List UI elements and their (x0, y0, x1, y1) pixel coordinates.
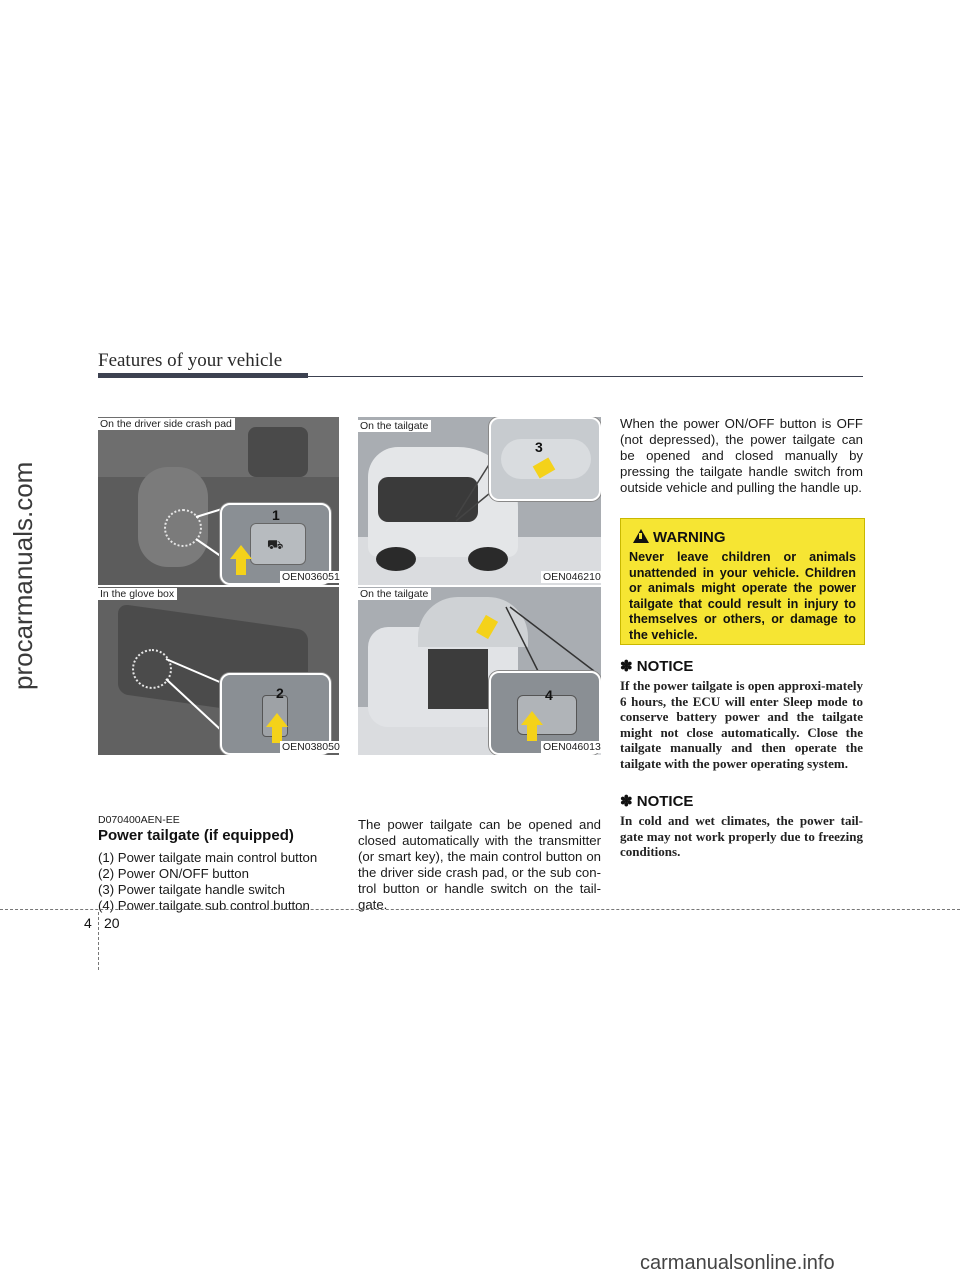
callout-number: 3 (535, 439, 543, 455)
arrow-up-icon (230, 545, 252, 559)
list-item: (3) Power tailgate handle switch (98, 882, 285, 897)
figure-code: OEN036051 (282, 571, 340, 583)
page-number: 20 (104, 915, 120, 931)
section-code: D070400AEN-EE (98, 814, 180, 826)
footer-crop-mark (98, 912, 99, 970)
bottom-watermark: carmanualsonline.info (640, 1252, 835, 1274)
figure-label: In the glove box (97, 588, 177, 600)
tailgate-icon: ⛟ (267, 537, 284, 552)
description-paragraph: The power tailgate can be opened and closed automatically with the transmitter (or smart key), the main control button on the driver side crash pad, or the sub con-trol button or handle switch on the tail-gate. (358, 817, 601, 912)
figure-code: OEN046210 (543, 571, 601, 583)
list-item: (1) Power tailgate main control button (98, 850, 318, 865)
parts-list (98, 850, 343, 914)
list-item: (4) Power tailgate sub control button (98, 898, 310, 913)
callout-number: 2 (276, 685, 284, 701)
figure-code: OEN038050 (282, 741, 340, 753)
figure-tailgate-sub-control (358, 587, 601, 755)
figure-label: On the driver side crash pad (97, 418, 235, 430)
side-watermark: procarmanuals.com (8, 461, 38, 690)
notice-body: In cold and wet climates, the power tail-gate may not work properly due to freezing conditions. (620, 813, 863, 860)
header-rule (308, 376, 863, 377)
figure-label: On the tailgate (357, 588, 431, 600)
notice-block-2 (620, 792, 863, 860)
notice-title: ✽ NOTICE (620, 658, 694, 675)
manual-operation-paragraph: When the power ON/OFF button is OFF (not depressed), the power tailgate can be opened and closed manually by pressing the tailgate handle switch from outside vehicle and pulling the handle up. (620, 416, 863, 495)
section-title: Power tailgate (if equipped) (98, 827, 294, 844)
arrow-up-icon (266, 713, 288, 727)
page-header-title: Features of your vehicle (98, 350, 283, 371)
figure-crash-pad (98, 417, 339, 585)
notice-body: If the power tailgate is open approxi-mately 6 hours, the ECU will enter Sleep mode to conserve battery power and the tailgate might not close automatically. Close the tailgate manually and then operate the tailgate with the power operating system. (620, 678, 863, 771)
arrow-up-icon (521, 711, 543, 725)
figure-tailgate-handle (358, 417, 601, 585)
inset-handle-switch (489, 417, 601, 501)
warning-box (620, 518, 865, 645)
figure-label: On the tailgate (357, 420, 431, 432)
notice-title: ✽ NOTICE (620, 793, 694, 810)
footer-dashed-rule (0, 909, 960, 910)
warning-body: Never leave children or animals unattended in your vehicle. Children or animals might operate the power tailgate that could result in injury to themselves or others, or damage to the vehicle. (629, 550, 856, 642)
callout-number: 4 (545, 687, 553, 703)
list-item: (2) Power ON/OFF button (98, 866, 249, 881)
callout-number: 1 (272, 507, 280, 523)
header-bar (98, 373, 308, 378)
warning-title: WARNING (653, 529, 726, 546)
chapter-number: 4 (84, 915, 92, 931)
notice-block-1 (620, 657, 863, 772)
figure-code: OEN046013 (543, 741, 601, 753)
figure-glove-box (98, 587, 339, 755)
